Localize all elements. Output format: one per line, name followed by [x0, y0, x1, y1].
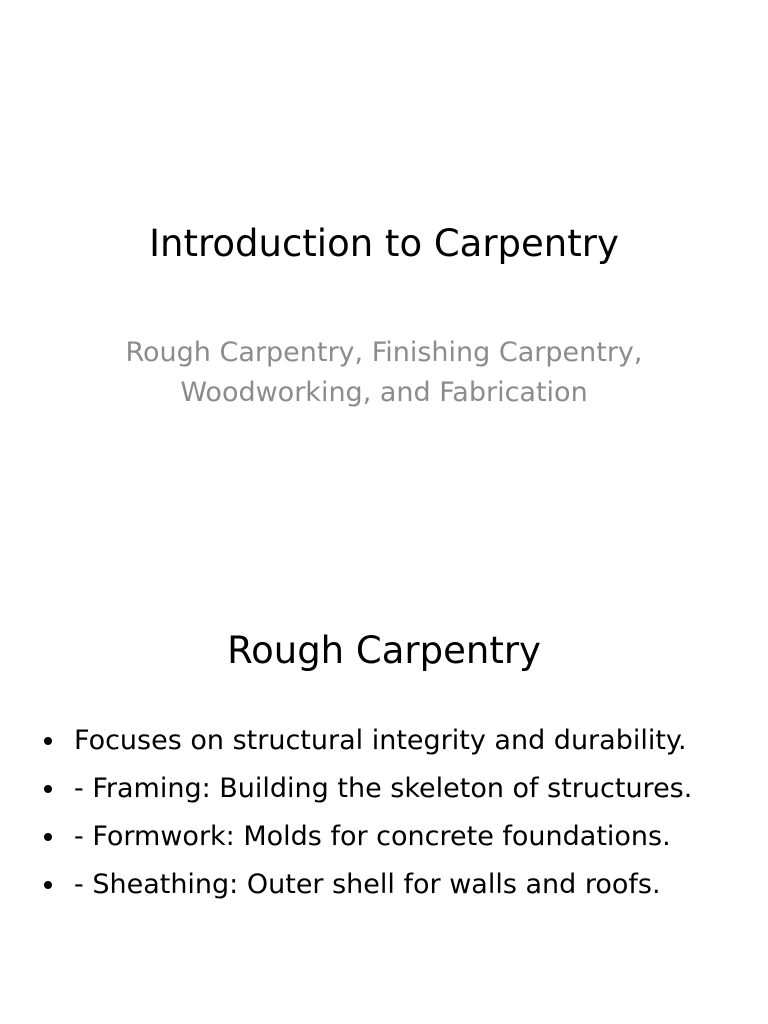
bullet-icon: [44, 785, 52, 793]
slide-title: Introduction to Carpentry: [149, 222, 619, 265]
content-slide: [0, 512, 768, 1024]
bullet-text: - Formwork: Molds for concrete foundations.: [74, 821, 671, 852]
slide-title: Rough Carpentry: [227, 629, 541, 672]
bullet-item: [44, 765, 744, 813]
bullet-icon: [44, 737, 52, 745]
subtitle-line: Rough Carpentry, Finishing Carpentry,: [125, 337, 643, 368]
slide-subtitle: [84, 333, 684, 413]
bullet-item: [44, 861, 744, 909]
bullet-text: - Framing: Building the skeleton of structures.: [74, 773, 693, 804]
bullet-list: [44, 717, 744, 909]
bullet-text: - Sheathing: Outer shell for walls and roofs.: [74, 869, 661, 900]
bullet-icon: [44, 881, 52, 889]
subtitle-line: Woodworking, and Fabrication: [180, 377, 588, 408]
bullet-item: [44, 813, 744, 861]
bullet-text: Focuses on structural integrity and durability.: [74, 725, 687, 756]
bullet-item: [44, 717, 744, 765]
bullet-icon: [44, 833, 52, 841]
